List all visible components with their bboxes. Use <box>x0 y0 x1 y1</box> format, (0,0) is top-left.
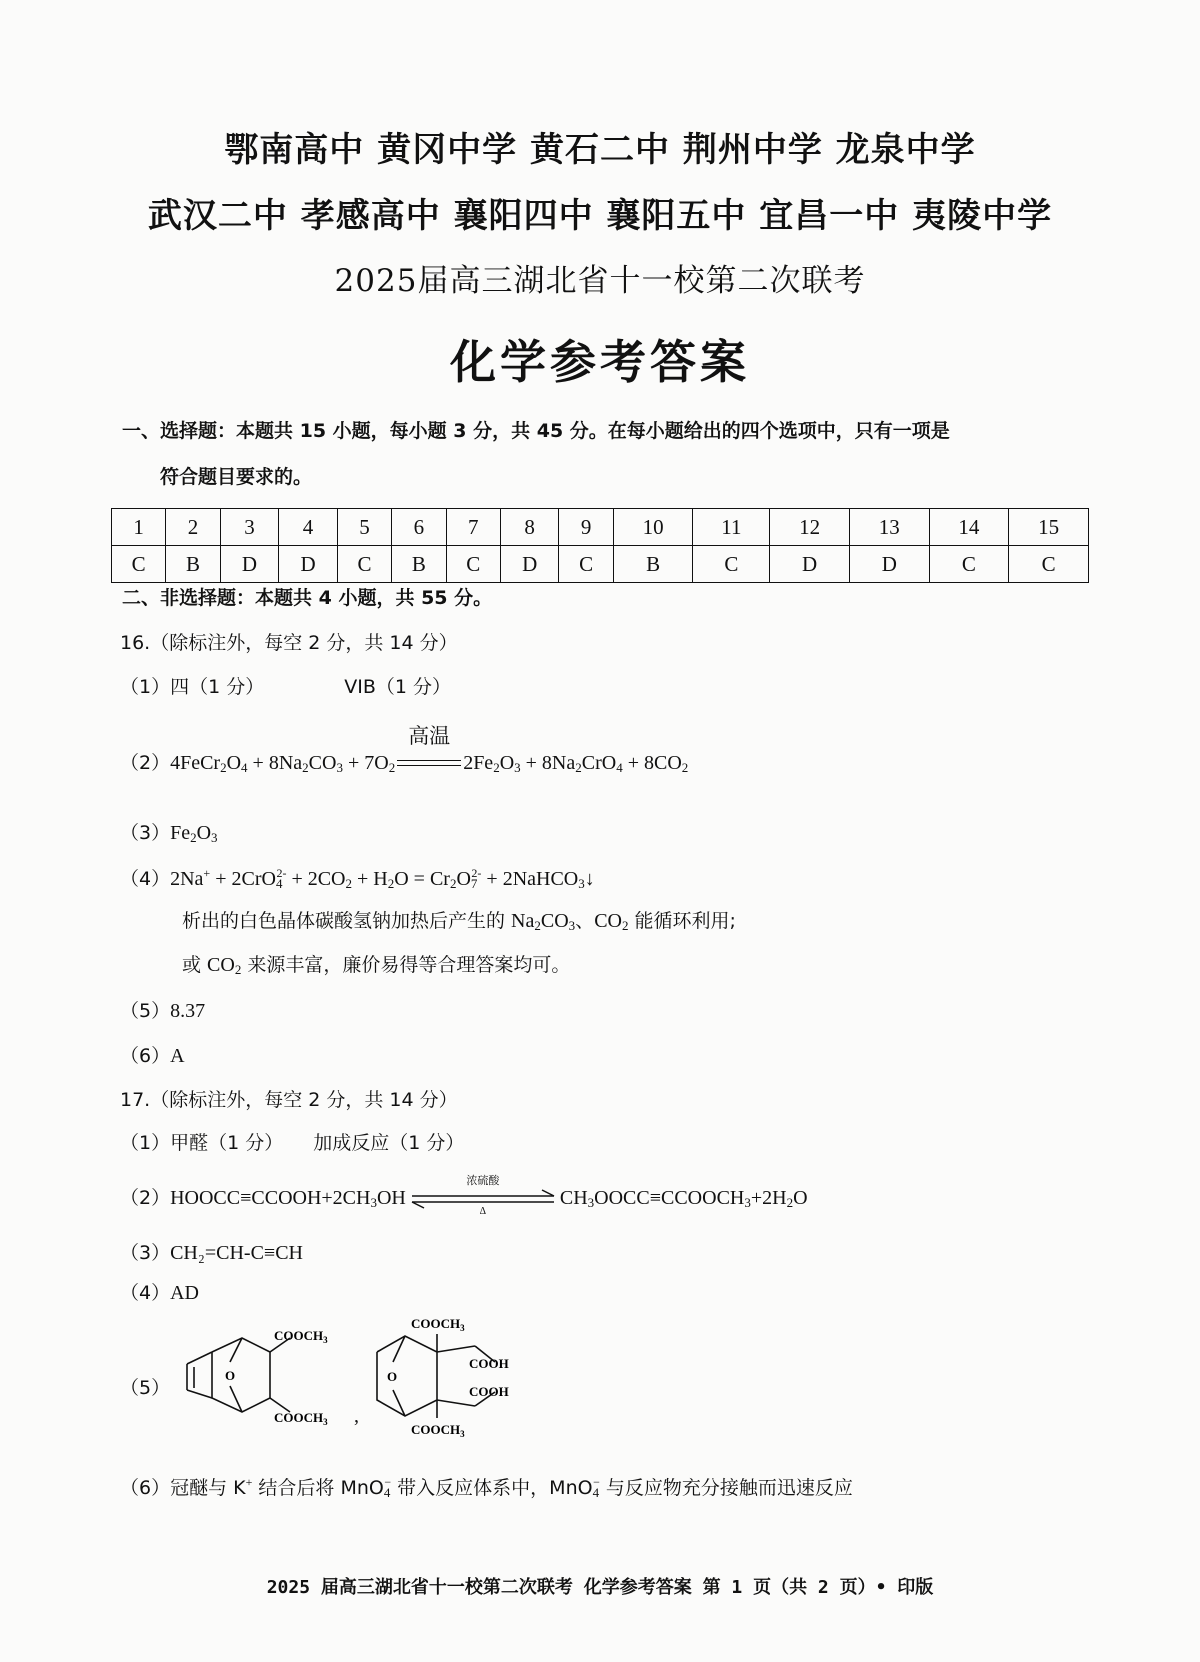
q16-1-answer-a: 四（1 分） <box>170 676 265 698</box>
q17-part-2: $(2)HOOCC\equiv CCOOH+2CH_3OH$ 浓硫酸 Δ $CH_3OOCC\equiv CCOOCH_3+2H_2O$ <box>120 1174 808 1218</box>
question-number: 4 <box>279 509 338 546</box>
cooch3-text: COOCH <box>274 1328 324 1343</box>
question-number: 5 <box>337 509 391 546</box>
part-label: （3） <box>120 822 171 844</box>
explain-text: 、 <box>575 910 595 932</box>
school-list-line-1: 鄂南高中 黄冈中学 黄石二中 荆州中学 龙泉中学 <box>224 130 976 170</box>
q16-part-3: $(3)Fe_2O_3$ <box>120 822 218 845</box>
subscript-3: 3 <box>460 1429 465 1439</box>
explain-text: 冠醚与 K <box>170 1477 246 1499</box>
question-number: 6 <box>392 509 446 546</box>
q16-part-4: $(4)2Na^+ + 2CrO_4^{2-} + 2CO_2 + H_2O = Cr_2O_7^{2-}$ + 2NaHCO$_3$↓ <box>120 866 595 891</box>
question-number: 13 <box>849 509 929 546</box>
answer-number-row <box>112 509 1089 546</box>
oxygen-bridge-label: O <box>387 1369 398 1384</box>
question-number: 11 <box>693 509 770 546</box>
condition-heat: Δ <box>479 1206 487 1218</box>
question-number: 12 <box>770 509 850 546</box>
q16-heading-text: 16.（除标注外，每空 2 分，共 14 分） <box>120 632 458 654</box>
question-number: 15 <box>1009 509 1089 546</box>
q17-1-answer-b: 加成反应（1 分） <box>313 1132 465 1154</box>
q17-1-answer-a: 甲醛（1 分） <box>170 1132 284 1154</box>
cooch3-label <box>411 1422 465 1439</box>
answer-choice: C <box>446 546 500 583</box>
answer-choice: C <box>112 546 166 583</box>
explain-text: 析出的白色晶体碳酸氢钠加热后产生的 <box>182 910 512 932</box>
answer-choice: C <box>929 546 1009 583</box>
q16-part-1 <box>120 672 451 699</box>
part-label: （2） <box>120 752 171 774</box>
question-number: 2 <box>166 509 220 546</box>
answer-choice: B <box>166 546 220 583</box>
q17-part-5-label <box>120 1373 170 1400</box>
subscript-3: 3 <box>460 1323 465 1333</box>
explain-text: 能循环利用; <box>628 910 736 932</box>
answer-choice: D <box>220 546 279 583</box>
condition-conc-sulfuric: 浓硫酸 <box>466 1174 500 1188</box>
equation-left: HOOCC≡CCOOH+2CH <box>170 1187 371 1209</box>
section-1-line-1: 一、选择题：本题共 15 小题，每小题 3 分，共 45 分。在每小题给出的四个选项中，只有一项是 <box>122 420 950 442</box>
explain-text: 结合后将 MnO <box>252 1477 384 1499</box>
part-label: （2） <box>120 1187 171 1209</box>
answer-choice-row <box>112 546 1089 583</box>
question-number: 8 <box>500 509 559 546</box>
q17-heading <box>120 1085 458 1112</box>
cooh-label: COOH <box>469 1356 509 1371</box>
answer-table <box>111 508 1089 583</box>
answer-choice: B <box>613 546 693 583</box>
section-2-heading: 二、非选择题：本题共 4 小题，共 55 分。 <box>122 587 493 609</box>
cooch3-text: COOCH <box>411 1316 461 1331</box>
part-label: （3） <box>120 1242 171 1264</box>
section-1-instructions <box>122 408 1102 500</box>
part-label: （6） <box>120 1477 171 1499</box>
exam-title: 2025届高三湖北省十一校第二次联考 <box>334 263 866 299</box>
school-list-line-2: 武汉二中 孝感高中 襄阳四中 襄阳五中 宜昌一中 夷陵中学 <box>147 196 1053 236</box>
q16-part-6 <box>120 1041 185 1068</box>
structure-2-diagram <box>365 1310 565 1450</box>
question-number: 7 <box>446 509 500 546</box>
subscript-3: 3 <box>323 1335 328 1345</box>
answer-choice: C <box>337 546 391 583</box>
q17-part-6: （6）冠醚与 K+ 结合后将 MnO$_4$− 带入反应体系中，MnO$_4$− 与反应物充分接触而迅速反应 <box>120 1475 853 1500</box>
reversible-arrow <box>408 1174 558 1218</box>
part-label: （1） <box>120 1132 171 1154</box>
cooch3-text: COOCH <box>274 1410 324 1425</box>
answer-choice: B <box>392 546 446 583</box>
part-label: （1） <box>120 676 171 698</box>
answer-choice: D <box>500 546 559 583</box>
q16-part-5 <box>120 996 205 1023</box>
subscript-3: 3 <box>323 1417 328 1427</box>
answer-choice: D <box>849 546 929 583</box>
answer-choice: D <box>770 546 850 583</box>
part-label: （4） <box>120 1282 171 1304</box>
q16-part-2: $(2)4FeCr_2O_4 + 8Na_2CO_3 + 7O_2$ 高温 $2Fe_2O_3 + 8Na_2CrO_4 + 8CO_2$ <box>120 748 688 776</box>
q16-1-answer-b: VIB（1 分） <box>344 676 451 698</box>
q17-4-answer: AD <box>170 1282 199 1304</box>
question-number: 14 <box>929 509 1009 546</box>
question-number: 1 <box>112 509 166 546</box>
q17-part-1 <box>120 1128 464 1155</box>
answer-choice: C <box>693 546 770 583</box>
q17-part-4 <box>120 1278 199 1305</box>
cooch3-label <box>274 1328 328 1345</box>
answer-choice: C <box>559 546 613 583</box>
part-label: （5） <box>120 1000 171 1022</box>
cooch3-label <box>274 1410 328 1427</box>
structure-separator: , <box>354 1405 359 1427</box>
question-number: 3 <box>220 509 279 546</box>
q16-6-answer: A <box>170 1045 185 1067</box>
page-footer: 2025 届高三湖北省十一校第二次联考 化学参考答案 第 1 页（共 2 页）• 印版 <box>266 1577 934 1598</box>
page-title: 化学参考答案 <box>450 335 750 389</box>
q17-part-3 <box>120 1238 303 1265</box>
cooh-label: COOH <box>469 1384 509 1399</box>
explain-text: 带入反应体系中，MnO <box>391 1477 593 1499</box>
q16-part-4-explain-2: 或 $CO_2$ 来源丰富，廉价易得等合理答案均可。 <box>182 954 571 977</box>
q16-heading <box>120 628 458 655</box>
answer-choice: D <box>279 546 338 583</box>
high-temp-equals-sign <box>397 724 461 776</box>
q16-part-4-explain-1: 析出的白色晶体碳酸氢钠加热后产生的 $Na_2CO_3$、$CO_2$ 能循环利用; <box>182 910 736 933</box>
q17-heading-text: 17.（除标注外，每空 2 分，共 14 分） <box>120 1089 458 1111</box>
part-label: （6） <box>120 1045 171 1067</box>
oxygen-bridge-label: O <box>225 1368 236 1383</box>
section-1-line-2: 符合题目要求的。 <box>122 466 313 488</box>
part-label: （4） <box>120 868 171 890</box>
q17-3-answer: CH₂=CH-C≡CH <box>170 1242 303 1264</box>
explain-text: 或 <box>182 954 208 976</box>
cooch3-label <box>411 1316 465 1333</box>
cooch3-text: COOCH <box>411 1422 461 1437</box>
part-label: （5） <box>120 1377 171 1399</box>
q16-5-answer: 8.37 <box>170 1000 206 1022</box>
explain-text: 来源丰富，廉价易得等合理答案均可。 <box>241 954 571 976</box>
question-number: 9 <box>559 509 613 546</box>
explain-text: 与反应物充分接触而迅速反应 <box>599 1477 853 1499</box>
answer-choice: C <box>1009 546 1089 583</box>
structure-1-diagram <box>170 1320 370 1440</box>
condition-high-temp: 高温 <box>408 724 451 749</box>
question-number: 10 <box>613 509 693 546</box>
